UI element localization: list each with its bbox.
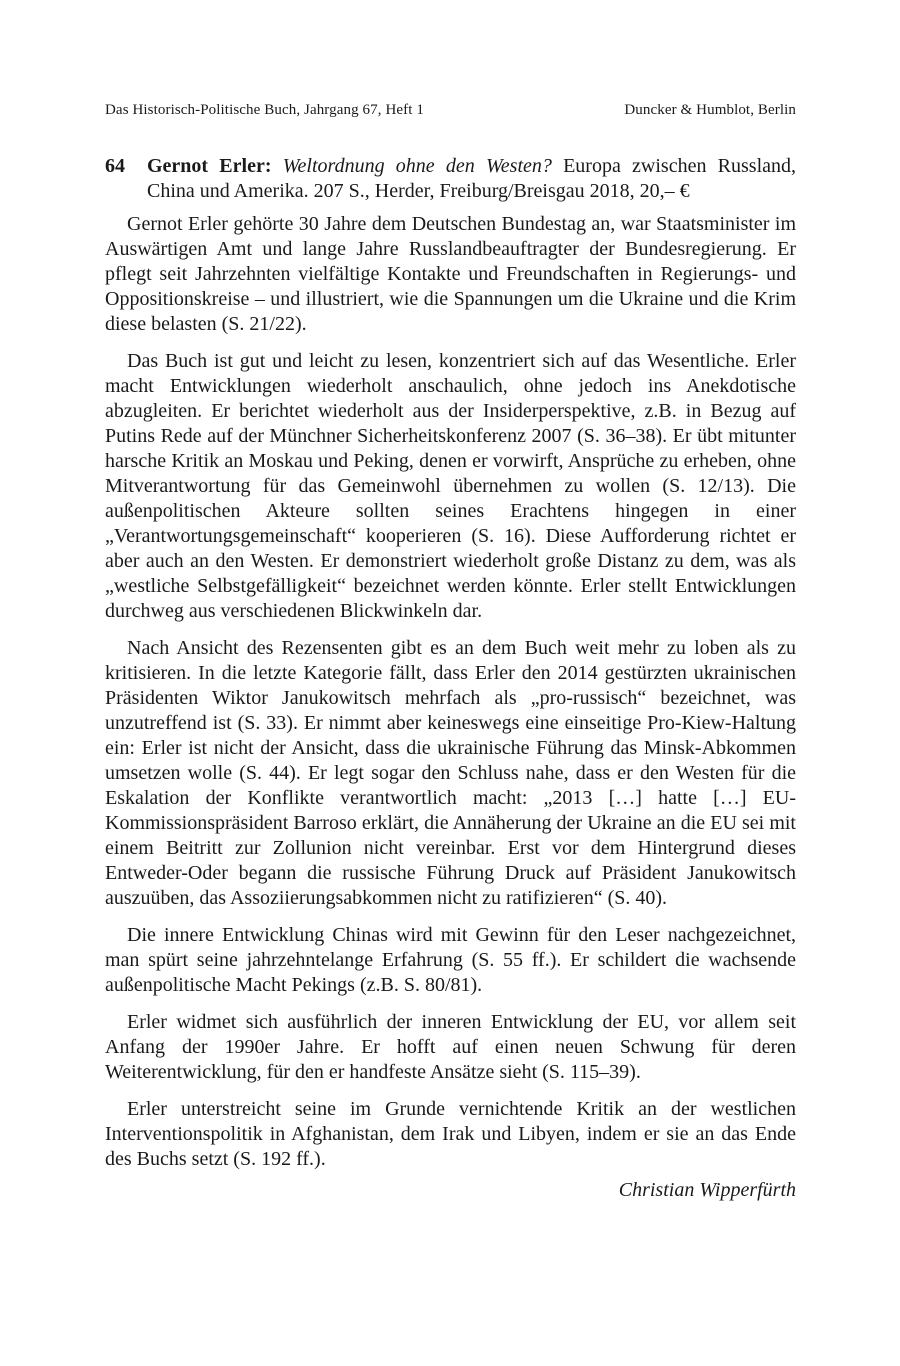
paragraph: Gernot Erler gehörte 30 Jahre dem Deutschen Bundestag an, war Staatsminister im Auswärtigen Amt und lange Jahre Russlandbeauftragter der Bundesregierung. Er pflegt seit Jahrzehnten vielfältige Kontakte und Freundschaften in Regierungs- und Oppositionskreise – und illustriert, wie die Spannungen um die Ukraine und die Krim diese belasten (S. 21/22). bbox=[105, 213, 796, 335]
entry-heading bbox=[105, 154, 796, 204]
entry-number: 64 bbox=[105, 155, 125, 177]
paragraph: Erler unterstreicht seine im Grunde vernichtende Kritik an der westlichen Interventionspolitik in Afghanistan, dem Irak und Libyen, indem er sie an das Ende des Buchs setzt (S. 192 ff.). bbox=[105, 1098, 796, 1170]
book-title: Weltordnung ohne den Westen? bbox=[282, 155, 552, 177]
running-header bbox=[105, 100, 796, 120]
journal-info: Das Historisch-Politische Buch, Jahrgang 67, Heft 1 bbox=[105, 102, 424, 118]
book-author: Gernot Erler: bbox=[147, 155, 272, 177]
paragraph: Nach Ansicht des Rezensenten gibt es an dem Buch weit mehr zu loben als zu kritisieren. In die letzte Kategorie fällt, dass Erler den 2014 gestürzten ukrainischen Präsidenten Wiktor Janukowitsch mehrfach als „pro-russisch“ bezeichnet, was unzutreffend ist (S. 33). Er nimmt aber keineswegs eine einseitige Pro-Kiew-Haltung ein: Erler ist nicht der Ansicht, dass die ukrainische Führung das Minsk-Abkommen umsetzen wolle (S. 44). Er legt sogar den Schluss nahe, dass er den Westen für die Eskalation der Konflikte verantwortlich macht: „2013 […] hatte […] EU-Kommissionspräsident Barroso erklärt, die Annäherung der Ukraine an die EU sei mit einem Beitritt zur Zollunion nicht vereinbar. Erst vor dem Hintergrund dieses Entweder-Oder begann die russische Führung Druck auf Präsident Janukowitsch auszuüben, das Assoziierungsabkommen nicht zu ratifizieren“ (S. 40). bbox=[105, 637, 796, 909]
paragraph: Die innere Entwicklung Chinas wird mit Gewinn für den Leser nachgezeichnet, man spürt seine jahrzehntelange Erfahrung (S. 55 ff.). Er schildert die wachsende außenpolitische Macht Pekings (z.B. S. 80/81). bbox=[105, 924, 796, 996]
paragraph: Erler widmet sich ausführlich der inneren Entwicklung der EU, vor allem seit Anfang der 1990er Jahre. Er hofft auf einen neuen Schwung für deren Weiterentwicklung, für den er handfeste Ansätze sieht (S. 115–39). bbox=[105, 1011, 796, 1083]
publisher-info: Duncker & Humblot, Berlin bbox=[624, 102, 796, 118]
review-body bbox=[105, 212, 796, 1172]
reviewer-name: Christian Wipperfürth bbox=[618, 1179, 796, 1201]
review-entry bbox=[105, 154, 796, 1203]
paragraph: Das Buch ist gut und leicht zu lesen, konzentriert sich auf das Wesentliche. Erler macht Entwicklungen wiederholt anschaulich, ohne jedoch ins Anekdotische abzugleiten. Er berichtet wiederholt aus der Insiderperspektive, z.B. in Bezug auf Putins Rede auf der Münchner Sicherheitskonferenz 2007 (S. 36–38). Er übt mitunter harsche Kritik an Moskau und Peking, denen er vorwirft, Ansprüche zu erheben, ohne Mitverantwortung für das Gemeinwohl übernehmen zu wollen (S. 12/13). Die außenpolitischen Akteure sollten seines Erachtens hingegen in einer „Verantwortungsgemeinschaft“ kooperieren (S. 16). Diese Aufforderung richtet er aber auch an den Westen. Er demonstriert wiederholt große Distanz zu dem, was als „westliche Selbstgefälligkeit“ bezeichnet werden könnte. Erler stellt Entwicklungen durchweg aus verschiedenen Blickwinkeln dar. bbox=[105, 350, 796, 622]
book-details: Europa zwischen Russland, China und Amerika. 207 S., Herder, Freiburg/Breisgau 2018, 20,– € bbox=[147, 155, 797, 202]
